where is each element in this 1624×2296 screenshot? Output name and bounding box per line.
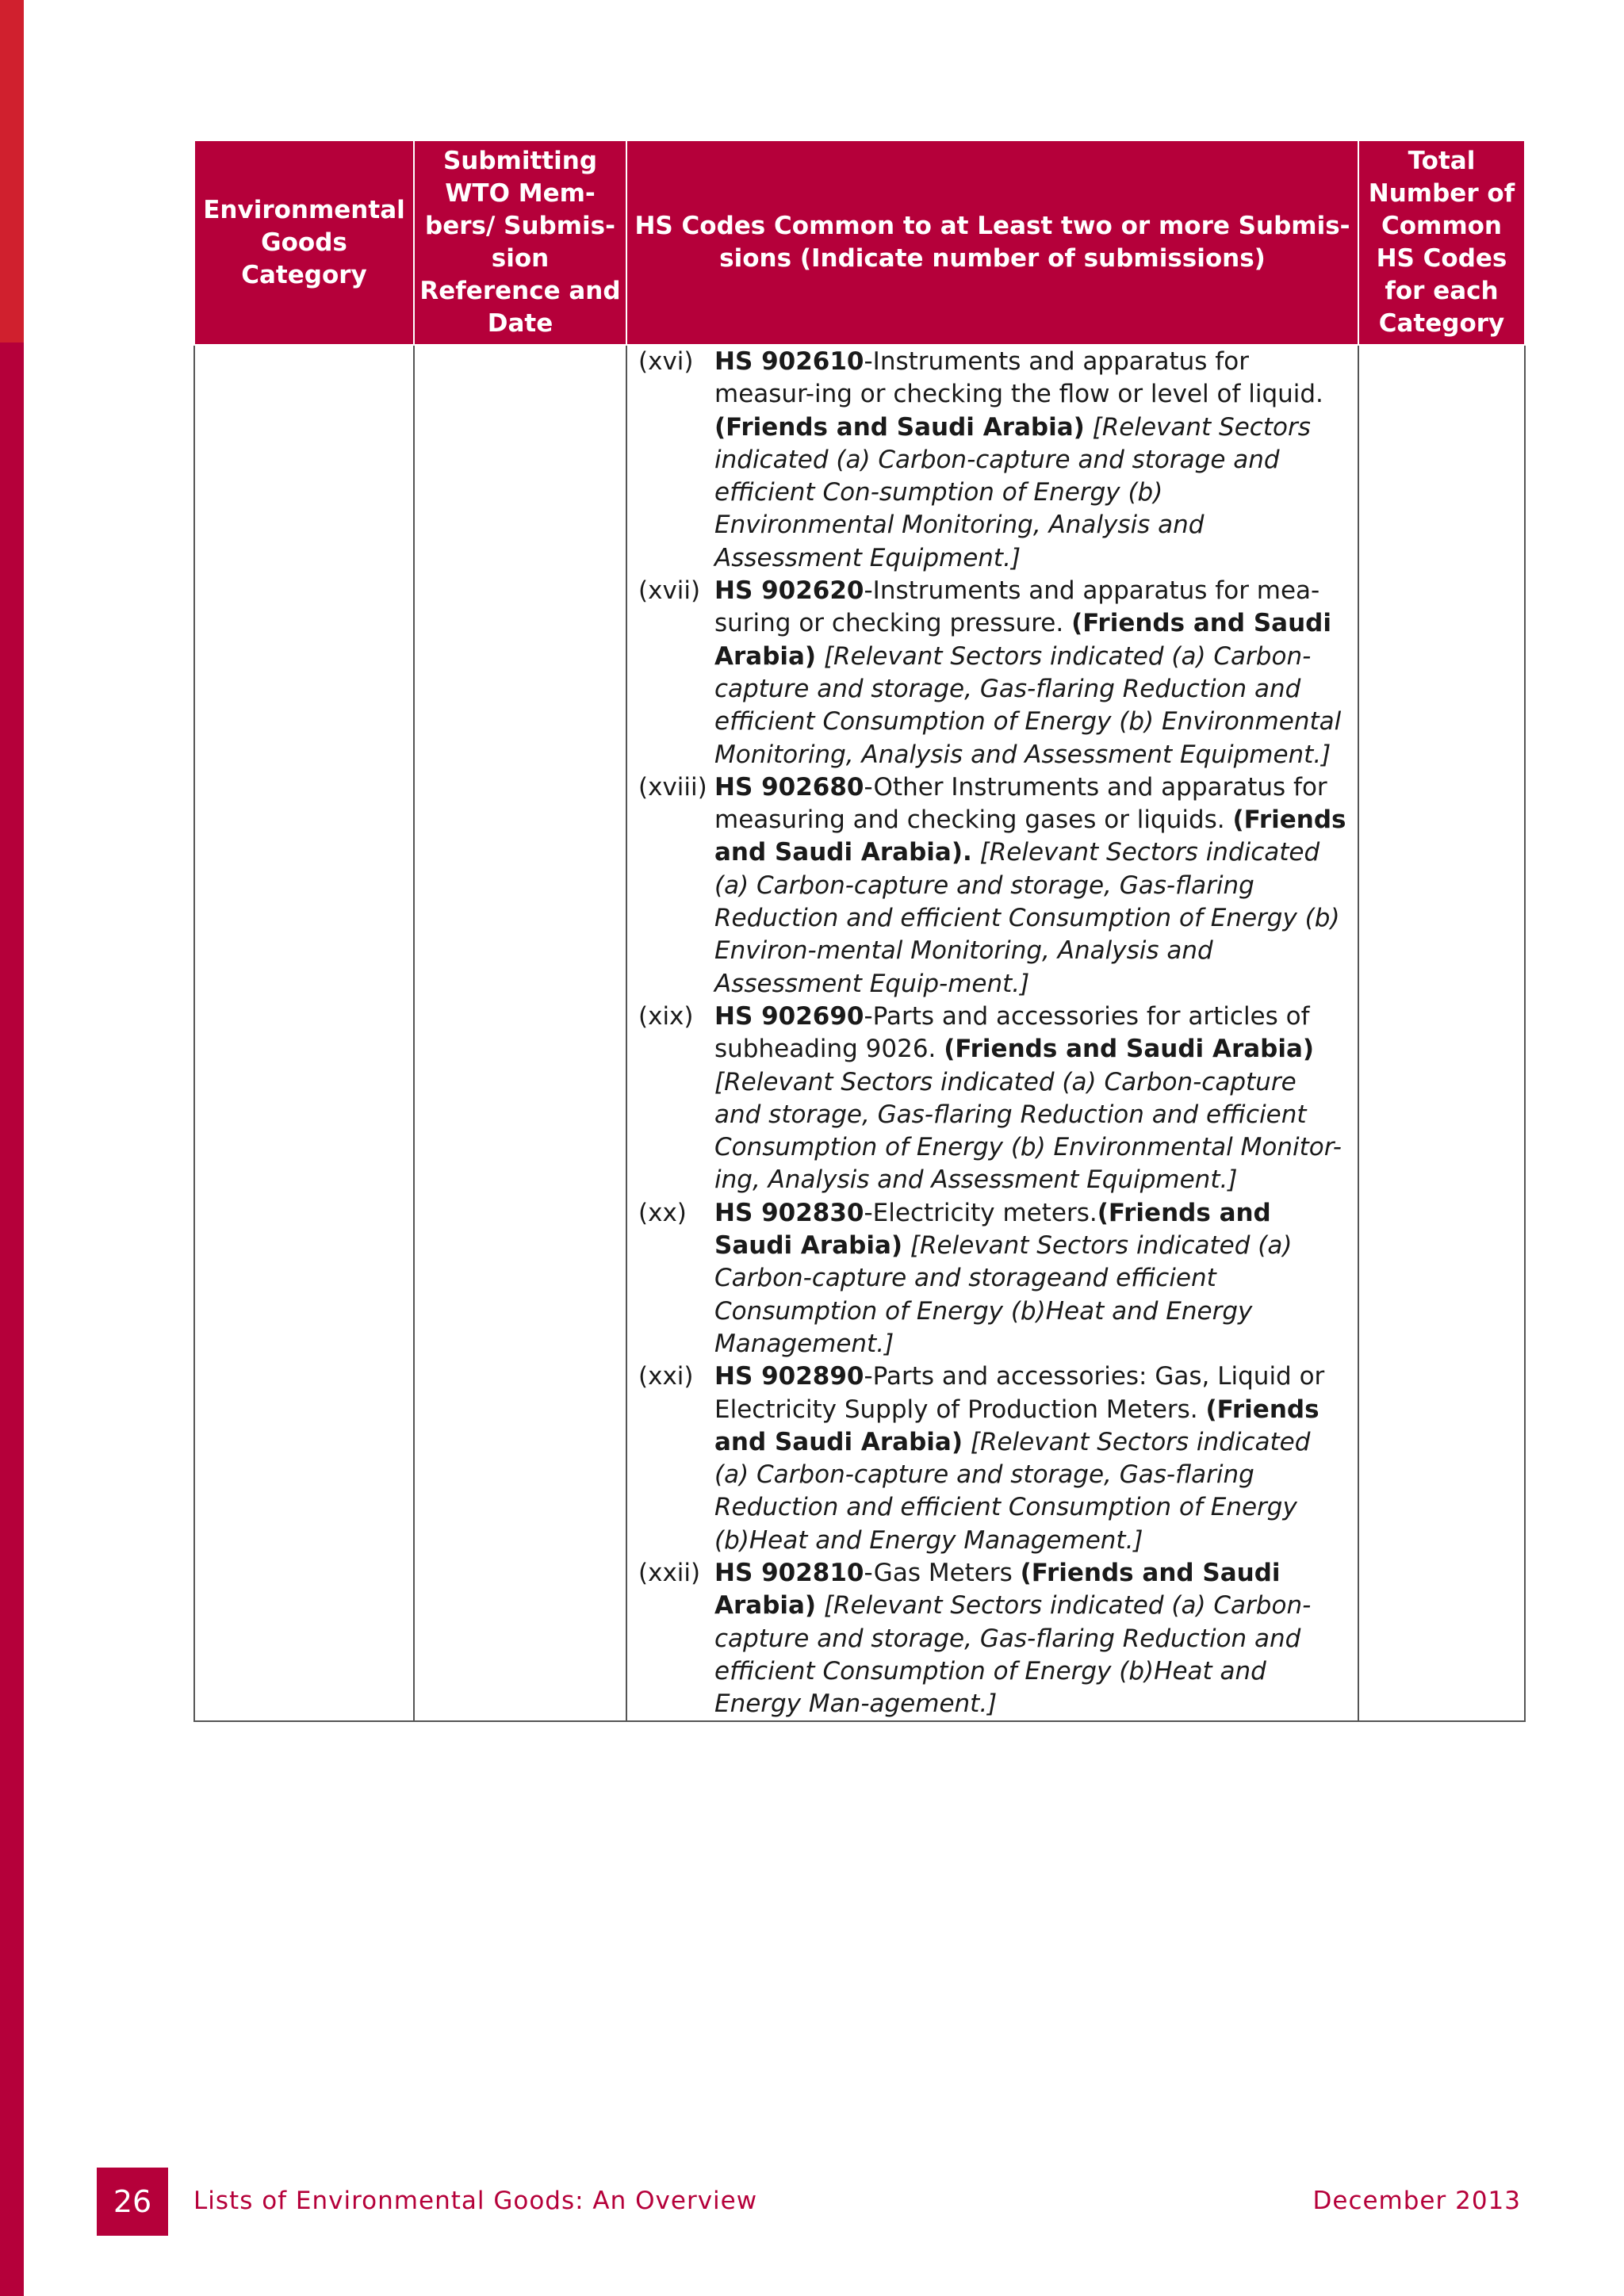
entry-text — [714, 1001, 1348, 1197]
side-accent-bar — [0, 342, 24, 2296]
entry-text — [714, 1360, 1348, 1557]
hs-code: HS 902680 — [714, 772, 864, 802]
footer-title: Lists of Environmental Goods: An Overview — [193, 2187, 758, 2215]
entry-description: -Gas Meters — [864, 1558, 1021, 1587]
footer-date: December 2013 — [1312, 2187, 1521, 2215]
entry-submitters: (Friends and Saudi Arabia) — [714, 412, 1085, 442]
hs-entry — [638, 1001, 1348, 1197]
hs-entry — [638, 346, 1348, 575]
entry-sectors: [Relevant Sectors indicated (a) Carbon-capture and storage, Gas-flaring Reduction and efficient Consumption of Energy (b)Heat and Energy Management.] — [714, 1427, 1311, 1555]
page-number: 26 — [97, 2168, 168, 2236]
entry-number: (xxii) — [638, 1558, 701, 1587]
header-category: Environmental Goods Category — [194, 140, 414, 345]
hs-entry — [638, 1197, 1348, 1360]
entry-description: -Instruments and apparatus for mea-suring or checking pressure. — [714, 576, 1320, 638]
entry-text — [714, 346, 1348, 575]
entry-description: -Other Instruments and apparatus for measuring and checking gases or liquids. — [714, 772, 1327, 835]
entry-text — [714, 575, 1348, 771]
category-cell — [194, 345, 414, 1721]
entry-sectors: [Relevant Sectors indicated (a) Carbon-capture and storage, Gas-flaring Reduction and efficient Consumption of Energy (b) Environ-mental Monitoring, Analysis and Assessment Equip-ment.] — [714, 838, 1340, 998]
entry-number: (xx) — [638, 1198, 687, 1227]
hs-code: HS 902690 — [714, 1001, 864, 1031]
hs-code: HS 902810 — [714, 1558, 864, 1587]
hs-entry — [638, 771, 1348, 1001]
hs-code: HS 902890 — [714, 1362, 864, 1391]
side-accent-bar-top — [0, 0, 24, 342]
hs-code: HS 902620 — [714, 576, 864, 606]
hs-entry — [638, 1557, 1348, 1720]
entry-number: (xvi) — [638, 347, 694, 376]
entry-number: (xxi) — [638, 1362, 694, 1391]
header-total-codes: Total Number of Common HS Codes for each Category — [1358, 140, 1525, 345]
entry-number: (xviii) — [638, 772, 707, 802]
entry-submitters: (Friends and Saudi Arabia) — [714, 1198, 1271, 1261]
entry-description: -Electricity meters. — [864, 1198, 1097, 1227]
hs-code: HS 902610 — [714, 347, 864, 376]
entry-sectors: [Relevant Sectors indicated (a) Carbon-capture and storage, Gas-flaring Reduction and efficient Consumption of Energy (b) Environmental Monitor-ing, Analysis and Assessment Equipment.] — [714, 1067, 1342, 1195]
header-hs-codes: HS Codes Common to at Least two or more Submis-sions (Indicate number of submissions) — [626, 140, 1358, 345]
entry-number: (xvii) — [638, 576, 701, 606]
table-header-row — [194, 140, 1525, 345]
environmental-goods-table — [193, 140, 1526, 1722]
table-row — [194, 345, 1525, 1721]
entry-text — [714, 771, 1348, 1001]
entry-description: -Parts and accessories: Gas, Liquid or Electricity Supply of Production Meters. — [714, 1362, 1325, 1424]
entry-number: (xix) — [638, 1001, 694, 1031]
header-submitting-members: Submitting WTO Mem-bers/ Submis-sion Reference and Date — [414, 140, 626, 345]
hs-codes-cell — [626, 345, 1358, 1721]
members-cell — [414, 345, 626, 1721]
entry-text — [714, 1197, 1348, 1360]
entry-sectors: [Relevant Sectors indicated (a) Carbon-capture and storage, Gas-flaring Reduction and efficient Consumption of Energy (b) Environmental Monitoring, Analysis and Assessment Equipment.] — [714, 641, 1342, 769]
entry-submitters: (Friends and Saudi Arabia) — [714, 609, 1331, 671]
entry-sectors: [Relevant Sectors indicated (a) Carbon-capture and storageand efficient Consumption of Energy (b)Heat and Energy Management.] — [714, 1231, 1293, 1358]
entry-text — [714, 1557, 1348, 1720]
hs-entry — [638, 575, 1348, 771]
entry-description: -Instruments and apparatus for measur-ing or checking the flow or level of liquid. — [714, 347, 1323, 409]
entry-submitters: (Friends and Saudi Arabia). — [714, 806, 1346, 867]
hs-entry — [638, 1360, 1348, 1557]
entry-sectors: [Relevant Sectors indicated (a) Carbon-capture and storage, Gas-flaring Reduction and efficient Consumption of Energy (b)Heat and Energy Man-agement.] — [714, 1591, 1312, 1719]
entry-submitters: (Friends and Saudi Arabia) — [944, 1035, 1315, 1064]
total-cell — [1358, 345, 1525, 1721]
entry-submitters: (Friends and Saudi Arabia) — [714, 1558, 1281, 1621]
entry-submitters: (Friends and Saudi Arabia) — [714, 1395, 1320, 1456]
hs-code: HS 902830 — [714, 1198, 864, 1227]
entry-sectors: [Relevant Sectors indicated (a) Carbon-capture and storage and efficient Con-sumption of Energy (b) Environmental Monitoring, Analysis and Assessment Equipment.] — [714, 412, 1311, 572]
entry-description: -Parts and accessories for articles of subheading 9026. — [714, 1001, 1310, 1064]
